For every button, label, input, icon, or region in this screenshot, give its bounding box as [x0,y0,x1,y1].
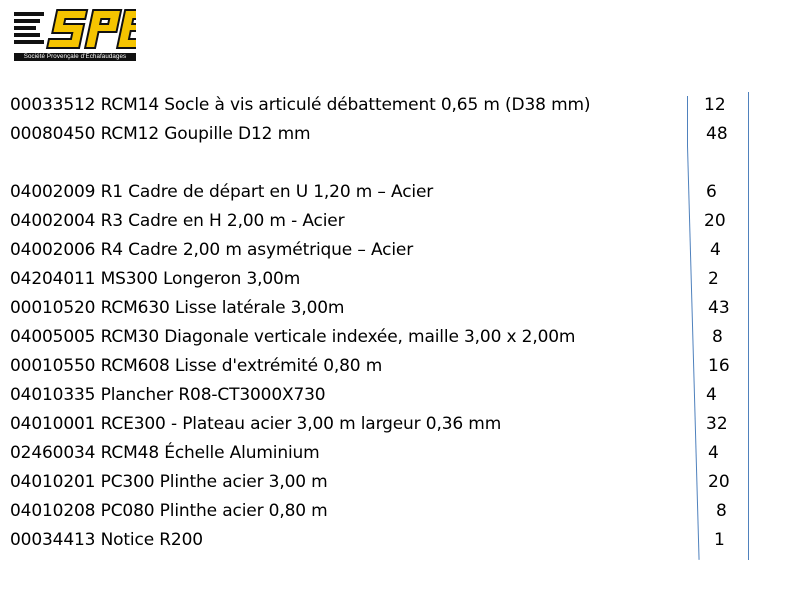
item-description: R1 Cadre de départ en U 1,20 m – Acier [100,182,434,202]
item-quantity: 48 [706,124,728,144]
item-description: Notice R200 [100,530,203,550]
item-quantity: 16 [708,356,730,376]
item-description: MS300 Longeron 3,00m [100,269,301,289]
item-code: 04002004 [10,211,96,231]
item-description: R4 Cadre 2,00 m asymétrique – Acier [100,240,414,260]
item-row [10,237,413,263]
item-description: RCM12 Goupille D12 mm [100,124,311,144]
logo-tagline: Société Provençale d'Échafaudages [14,53,136,61]
item-row [10,498,328,524]
item-code: 04005005 [10,327,96,347]
item-code: 04002006 [10,240,96,260]
right-border-line [748,92,749,560]
item-row [10,295,344,321]
item-quantity: 43 [708,298,730,318]
item-description: R3 Cadre en H 2,00 m - Acier [100,211,345,231]
item-quantity: 6 [706,182,717,202]
item-code: 00010550 [10,356,96,376]
item-description: PC080 Plinthe acier 0,80 m [100,501,328,521]
item-quantity: 4 [708,443,719,463]
company-logo [14,6,136,58]
item-row [10,527,203,553]
item-description: RCM30 Diagonale verticale indexée, maille 3,00 x 2,00m [100,327,576,347]
item-code: 00010520 [10,298,96,318]
item-quantity: 8 [712,327,723,347]
item-quantity: 20 [704,211,726,231]
item-row [10,382,325,408]
item-description: Plancher R08-CT3000X730 [100,385,326,405]
item-code: 00080450 [10,124,96,144]
item-row [10,92,590,118]
item-code: 04010201 [10,472,96,492]
item-quantity: 4 [706,385,717,405]
item-row [10,121,310,147]
item-row [10,440,320,466]
item-code: 04002009 [10,182,96,202]
item-row [10,411,501,437]
item-code: 04010208 [10,501,96,521]
item-description: RCE300 - Plateau acier 3,00 m largeur 0,36 mm [100,414,502,434]
item-code: 02460034 [10,443,96,463]
item-quantity: 12 [704,95,726,115]
item-quantity: 20 [708,472,730,492]
spe-logo-graphic [14,6,136,54]
column-divider-top [687,96,688,146]
item-description: RCM48 Échelle Aluminium [100,443,320,463]
item-quantity: 32 [706,414,728,434]
item-code: 04010335 [10,385,96,405]
item-row [10,469,328,495]
item-quantity: 2 [708,269,719,289]
item-quantity: 8 [716,501,727,521]
item-code: 00034413 [10,530,96,550]
item-description: RCM608 Lisse d'extrémité 0,80 m [100,356,383,376]
column-divider-main [687,146,700,560]
item-quantity: 1 [714,530,725,550]
item-row [10,324,575,350]
item-row [10,266,300,292]
item-description: RCM630 Lisse latérale 3,00m [100,298,345,318]
item-code: 00033512 [10,95,96,115]
item-description: RCM14 Socle à vis articulé débattement 0,65 m (D38 mm) [100,95,591,115]
item-row [10,208,344,234]
item-code: 04204011 [10,269,96,289]
item-description: PC300 Plinthe acier 3,00 m [100,472,328,492]
item-row [10,353,382,379]
item-code: 04010001 [10,414,96,434]
item-quantity: 4 [710,240,721,260]
item-row [10,179,433,205]
